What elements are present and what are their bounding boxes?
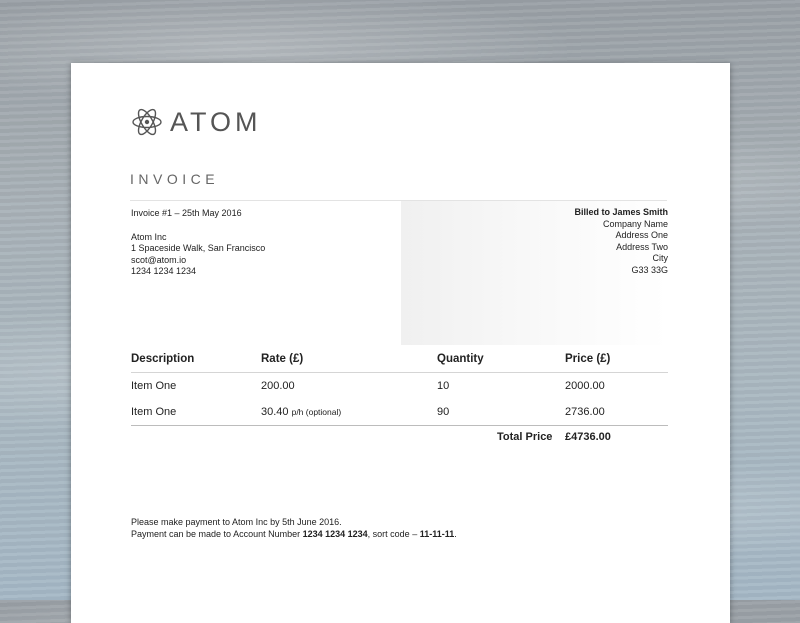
account-prefix: Payment can be made to Account Number (131, 529, 303, 539)
total-label: Total Price (497, 431, 553, 443)
billed-to-company: Company Name (602, 218, 668, 229)
row-rate (261, 399, 437, 426)
row-price: 2736.00 (565, 399, 668, 426)
row-quantity: 10 (437, 380, 450, 392)
header-price: Price (£) (565, 345, 668, 373)
document-title: INVOICE (130, 171, 220, 187)
row-rate (261, 373, 437, 400)
table-row (131, 399, 668, 426)
table-header-row (131, 345, 668, 373)
header-rate: Rate (£) (261, 345, 437, 373)
invoice-number-date: Invoice #1 – 25th May 2016 (131, 208, 242, 218)
payment-account-line (131, 528, 457, 540)
billed-to-address-two: Address Two (616, 241, 668, 252)
billed-to-postcode: G33 33G (631, 264, 668, 275)
brand-name: ATOM (170, 106, 262, 137)
sender-address: 1 Spaceside Walk, San Francisco (131, 243, 266, 253)
sender-phone: 1234 1234 1234 (131, 266, 197, 276)
billed-to-address-one: Address One (615, 230, 668, 240)
row-quantity: 90 (437, 399, 565, 426)
payment-instructions (131, 516, 457, 540)
payment-deadline: Please make payment to Atom Inc by 5th June 2016. (131, 517, 342, 527)
header-quantity: Quantity (437, 345, 565, 373)
account-suffix: . (454, 529, 457, 539)
row-price: 2000.00 (565, 380, 605, 392)
table-row (131, 373, 668, 400)
atom-icon (130, 106, 164, 138)
line-items-table (131, 345, 668, 426)
billed-to-heading: Billed to James Smith (574, 207, 668, 217)
rate-value: 200.00 (261, 380, 295, 392)
sender-email: scot@atom.io (131, 254, 187, 265)
invoice-page (71, 63, 730, 623)
sender-details (131, 208, 265, 278)
header-description: Description (131, 345, 261, 373)
sender-company: Atom Inc (131, 231, 167, 242)
brand-logo (130, 107, 262, 137)
row-description: Item One (131, 380, 177, 392)
row-description: Item One (131, 399, 261, 426)
billed-to-city: City (652, 253, 668, 263)
rate-note: p/h (optional) (291, 407, 342, 417)
rate-value: 30.40 (261, 406, 289, 418)
sort-code: 11-11-11 (419, 529, 455, 539)
total-value: £4736.00 (565, 431, 611, 443)
billed-to-details (574, 207, 668, 276)
account-number: 1234 1234 1234 (302, 529, 368, 539)
sort-code-prefix: , sort code – (367, 529, 420, 539)
